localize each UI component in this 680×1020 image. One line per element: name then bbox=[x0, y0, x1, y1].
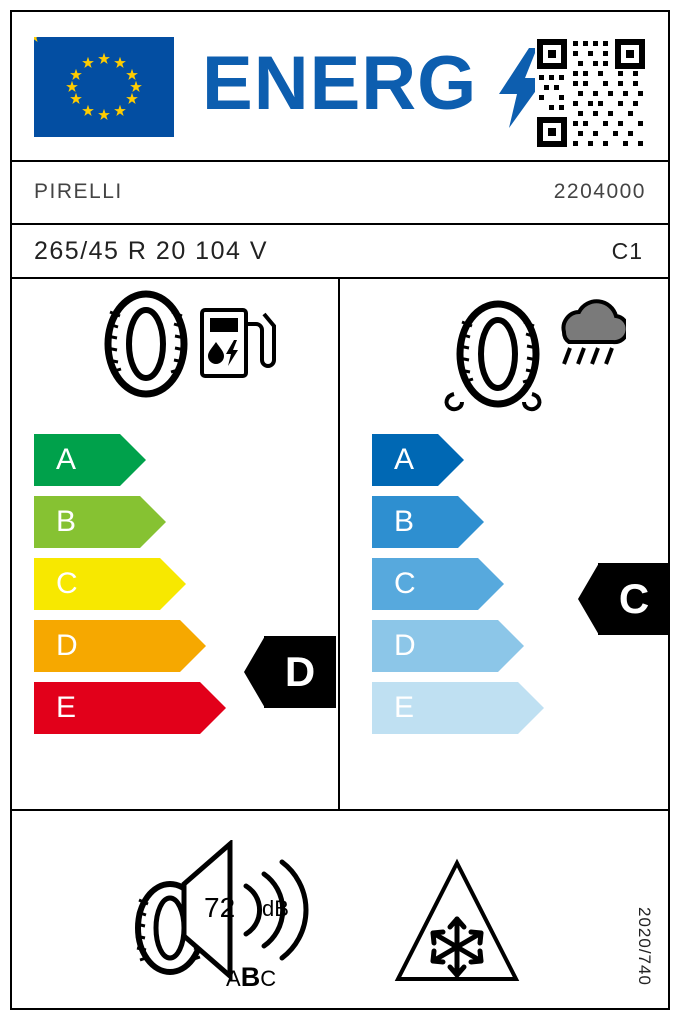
noise-class-c: C bbox=[260, 966, 277, 991]
noise-class-scale bbox=[226, 962, 276, 993]
fuel-rating-marker bbox=[244, 636, 336, 708]
divider-header bbox=[12, 160, 668, 162]
energy-wordmark: ENERG bbox=[202, 41, 478, 126]
divider-vertical bbox=[338, 278, 340, 809]
wet-grade-letter: D bbox=[394, 629, 416, 662]
fuel-grade-letter: A bbox=[56, 443, 77, 476]
tyre-loudspeaker-icon bbox=[122, 840, 372, 1000]
divider-size bbox=[12, 277, 668, 279]
wet-rating-marker bbox=[578, 563, 670, 635]
divider-brand bbox=[12, 223, 668, 225]
wet-grade-letter: A bbox=[394, 443, 415, 476]
snowflake-mountain-icon bbox=[392, 857, 522, 987]
fuel-grade-letter: E bbox=[56, 691, 77, 724]
tyre-fuel-pump-icon bbox=[94, 290, 284, 400]
noise-class-a: A bbox=[226, 966, 241, 991]
wet-rating-letter: C bbox=[618, 575, 650, 622]
eu-stars-icon bbox=[34, 37, 174, 137]
fuel-grade-letter: B bbox=[56, 505, 77, 538]
tyre-size: 265/45 R 20 104 V bbox=[34, 237, 268, 265]
eu-flag-icon bbox=[34, 37, 174, 137]
wet-grade-letter: C bbox=[394, 567, 416, 600]
regulation-date: 2020/740 bbox=[635, 907, 654, 986]
wet-grade-letter: E bbox=[394, 691, 415, 724]
tyre-rain-cloud-icon bbox=[436, 290, 626, 418]
wet-grade-letter: B bbox=[394, 505, 415, 538]
fuel-grade-letter: C bbox=[56, 567, 78, 600]
noise-unit: dB bbox=[262, 896, 289, 921]
brand-name: PIRELLI bbox=[34, 180, 123, 203]
noise-value: 72 bbox=[204, 892, 236, 923]
noise-class-b: B bbox=[240, 962, 261, 992]
tyre-class: C1 bbox=[611, 238, 643, 264]
tyre-energy-label bbox=[10, 10, 670, 1010]
label-header bbox=[12, 12, 668, 149]
qr-code-icon bbox=[535, 37, 647, 149]
divider-noise bbox=[12, 809, 668, 811]
product-code: 2204000 bbox=[553, 180, 646, 203]
fuel-rating-letter: D bbox=[284, 648, 316, 695]
fuel-grade-letter: D bbox=[56, 629, 78, 662]
